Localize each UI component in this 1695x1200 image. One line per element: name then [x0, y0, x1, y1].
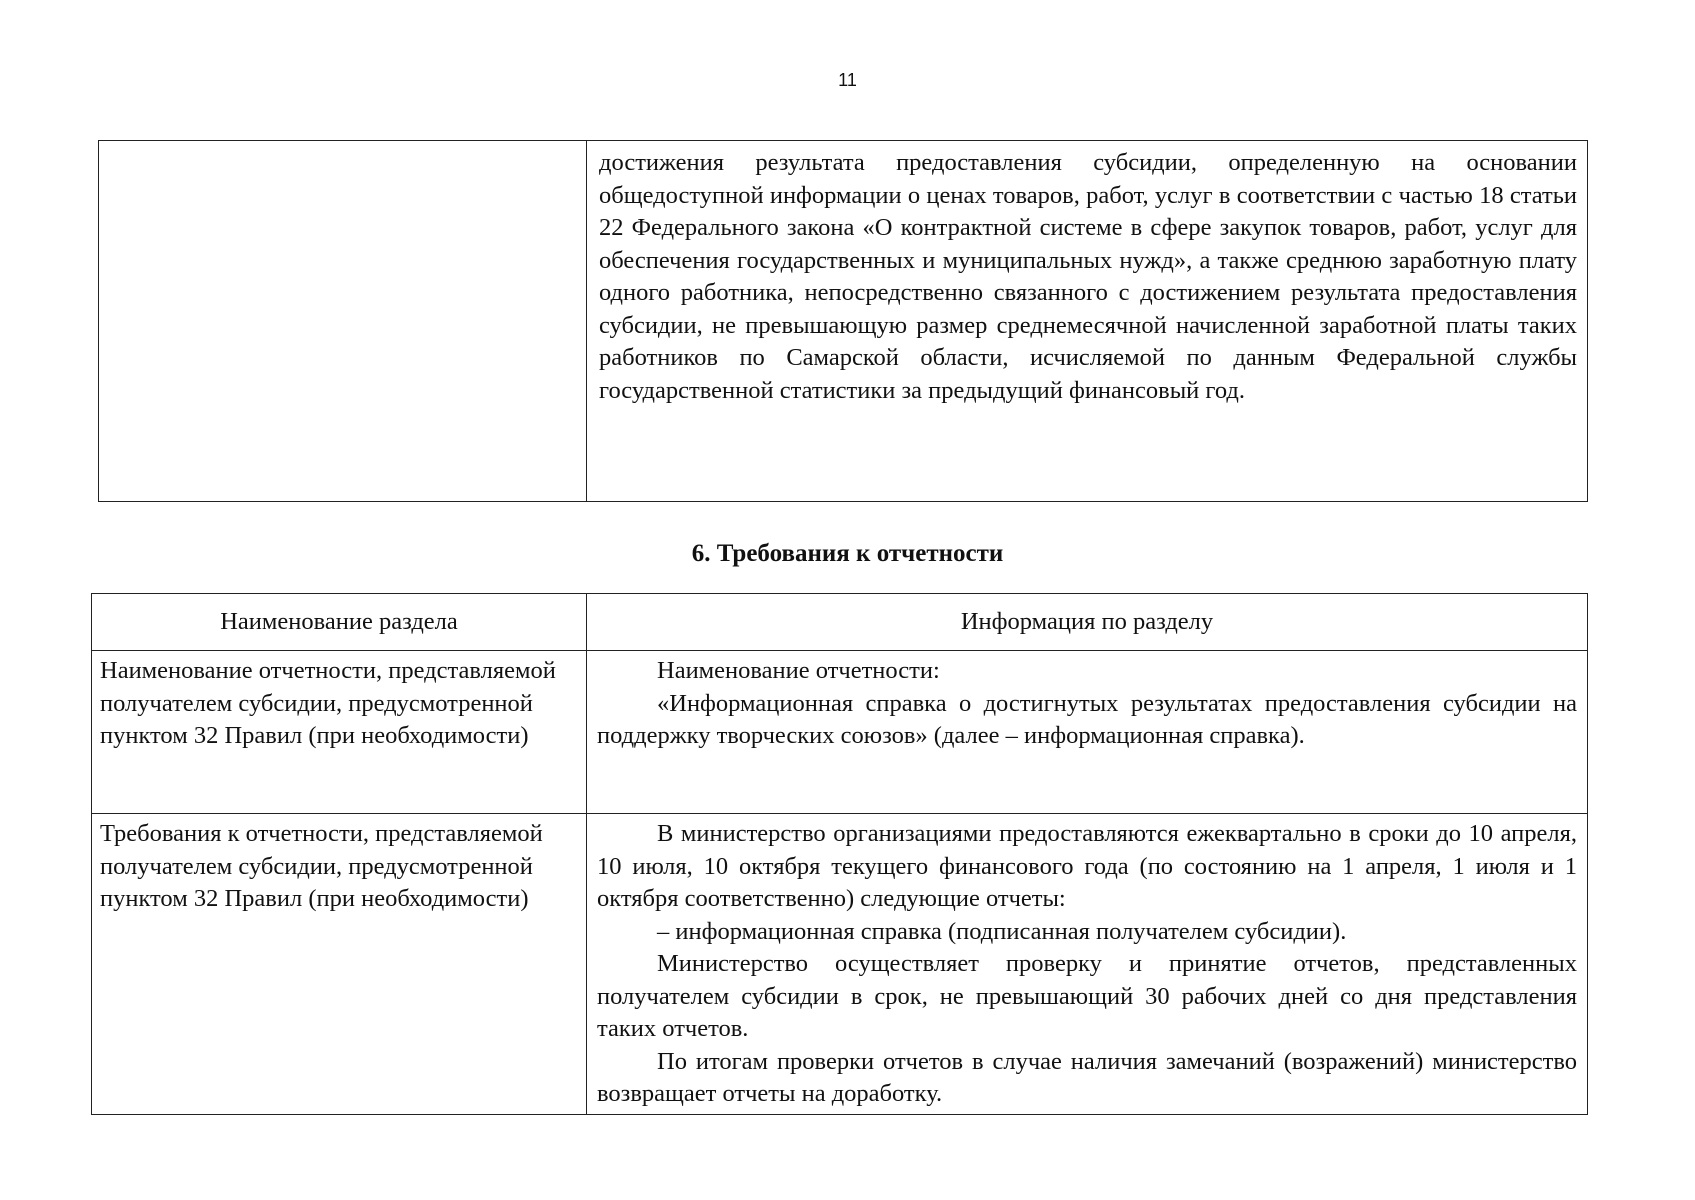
cell-paragraph: Министерство осуществляет проверку и принятие отчетов, представленных получателем субсидии в срок, не превышающий 30 рабочих дней со дня представления таких отчетов.: [597, 950, 1577, 1042]
table-cell: [92, 814, 587, 1115]
table-cell: [587, 814, 1588, 1115]
table-row: [99, 141, 1588, 502]
cell-text: Требования к отчетности, представляемой получателем субсидии, предусмотренной пунктом 32 Правил (при необходимости): [100, 820, 543, 912]
section-heading: 6. Требования к отчетности: [691, 540, 1004, 567]
reporting-requirements-table: [91, 593, 1588, 1115]
cell-paragraph: В министерство организациями предоставляются ежеквартально в сроки до 10 апреля, 10 июля, 10 октября текущего финансового года (по состоянию на 1 апреля, 1 июля и 1 октября соответственно) следующие отчеты:: [597, 820, 1577, 912]
table-row: [92, 651, 1588, 814]
cell-paragraph: «Информационная справка о достигнутых результатах предоставления субсидии на поддержку творческих союзов» (далее – информационная справка).: [597, 689, 1577, 749]
table-cell: [587, 651, 1588, 814]
continuation-table: [98, 140, 1588, 502]
cell-text: Наименование отчетности, представляемой получателем субсидии, предусмотренной пунктом 32 Правил (при необходимости): [100, 657, 556, 749]
table-cell: [587, 141, 1588, 502]
table-cell: [92, 651, 587, 814]
cell-text: достижения результата предоставления субсидии, определенную на основании общедоступной информации о ценах товаров, работ, услуг в соответствии с частью 18 статьи 22 Федерального закона «О контрактной системе в сфере закупок товаров, работ, услуг для обеспечения государственных и муниципальных нужд», а также среднюю заработную плату одного работника, непосредственно связанного с достижением результата предоставления субсидии, не превышающую размер среднемесячной начисленной заработной платы таких работников по Самарской области, исчисляемой по данным Федеральной службы государственной статистики за предыдущий финансовый год.: [599, 149, 1577, 404]
cell-paragraph: По итогам проверки отчетов в случае наличия замечаний (возражений) министерство возвращает отчеты на доработку.: [597, 1047, 1577, 1107]
table-row: [92, 814, 1588, 1115]
column-header: Наименование раздела: [92, 594, 587, 651]
cell-paragraph: Наименование отчетности:: [657, 657, 940, 684]
column-header: Информация по разделу: [587, 594, 1588, 651]
table-header-row: [92, 594, 1588, 651]
empty-cell: [99, 141, 587, 502]
cell-paragraph: – информационная справка (подписанная получателем субсидии).: [657, 917, 1347, 945]
page-number: 11: [838, 70, 857, 90]
